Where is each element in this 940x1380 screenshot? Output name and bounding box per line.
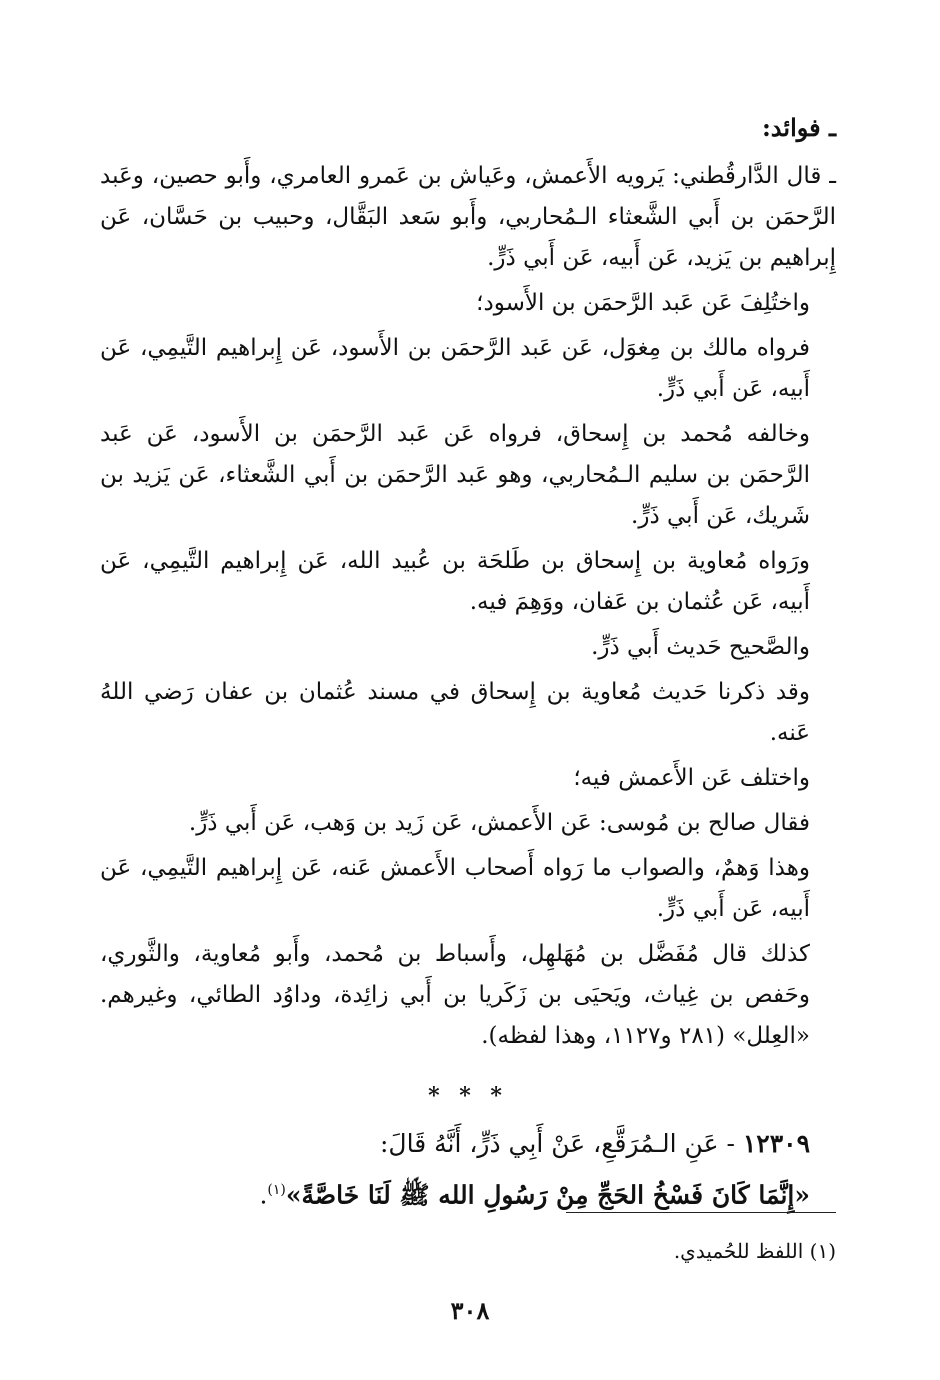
paragraph-sahih: والصَّحيح حَديث أَبي ذَرٍّ.: [591, 634, 810, 660]
footnote-divider: [566, 1212, 836, 1213]
hadith-dash: -: [726, 1129, 735, 1158]
hadith-text: «إِنَّمَا كَانَ فَسْخُ الحَجِّ مِنْ رَسُولِ الله ﷺ لَنَا خَاصَّةً»: [285, 1180, 810, 1210]
footnote: (١) اللفظ للحُميدي.: [673, 1239, 836, 1263]
page-body: [100, 112, 836, 1218]
section-heading: ـ فوائد:: [761, 113, 836, 142]
paragraph-daraqutni: ـ قال الدَّارقُطني: يَرويه الأَعمش، وعَياش بن عَمرو العامري، وأَبو حصين، وعَبد الرَّحمَن بن أَبي الشَّعثاء الـمُحاربي، وأَبو سَعد البَقَّال، وحبيب بن حَسَّان، عَن إِبراهيم بن يَزيد، عَن أَبيه، عَن أَبي ذَرٍّ.: [100, 163, 836, 271]
paragraph-salih: فقال صالح بن مُوسى: عَن الأَعمش، عَن زَيد بن وَهب، عَن أَبي ذَرٍّ.: [188, 810, 810, 836]
hadith-end-mark: .: [259, 1180, 268, 1210]
paragraph-muawiya: ورَواه مُعاوية بن إِسحاق بن طَلحَة بن عُبيد الله، عَن إِبراهيم التَّيمِي، عَن أَبيه، عَن عُثمان بن عَفان، ووَهِمَ فيه.: [100, 548, 810, 615]
paragraph-musnad: وقد ذكرنا حَديث مُعاوية بن إِسحاق في مسند عُثمان بن عفان رَضي اللهُ عَنه.: [100, 679, 810, 746]
hadith-number: ١٢٣٠٩: [742, 1129, 810, 1158]
footnote-reference[interactable]: (١): [267, 1182, 286, 1198]
section-separator: * * *: [428, 1083, 508, 1109]
paragraph-amash: واختلف عَن الأَعمش فيه؛: [573, 765, 810, 791]
paragraph-wahm: وهذا وَهمٌ، والصواب ما رَواه أَصحاب الأَعمش عَنه، عَن إِبراهيم التَّيمِي، عَن أَبيه، عَن أَبي ذَرٍّ.: [100, 855, 810, 922]
paragraph-ikhtilaf: واختُلِفَ عَن عَبد الرَّحمَن بن الأَسود؛: [476, 290, 810, 316]
paragraph-kadhalik: كذلك قال مُفَضَّل بن مُهَلهِل، وأَسباط بن مُحمد، وأَبو مُعاوية، والثَّوري، وحَفص بن غِياث، ويَحيَى بن زَكَريا بن أَبي زائِدة، وداوُد الطائي، وغيرهم. «العِلل» (٢٨١ و١١٢٧، وهذا لفظه).: [100, 941, 810, 1049]
hadith-intro-line: [100, 1121, 836, 1167]
hadith-isnad: عَنِ الـمُرَقَّعِ، عَنْ أَبِي ذَرٍّ، أَنَّهُ قَالَ:: [379, 1129, 719, 1158]
paragraph-ibn-ishaq: وخالفه مُحمد بن إِسحاق، فرواه عَن عَبد الرَّحمَن بن الأَسود، عَن عَبد الرَّحمَن بن سليم الـمُحاربي، وهو عَبد الرَّحمَن بن أَبي الشَّعثاء، عَن يَزيد بن شَريك، عَن أَبي ذَرٍّ.: [100, 421, 810, 529]
hadith-text-line: [100, 1167, 836, 1218]
page-number: ٣٠٨: [450, 1296, 490, 1325]
paragraph-malik: فرواه مالك بن مِغوَل، عَن عَبد الرَّحمَن بن الأَسود، عَن إِبراهيم التَّيمِي، عَن أَبيه، عَن أَبي ذَرٍّ.: [100, 335, 810, 402]
